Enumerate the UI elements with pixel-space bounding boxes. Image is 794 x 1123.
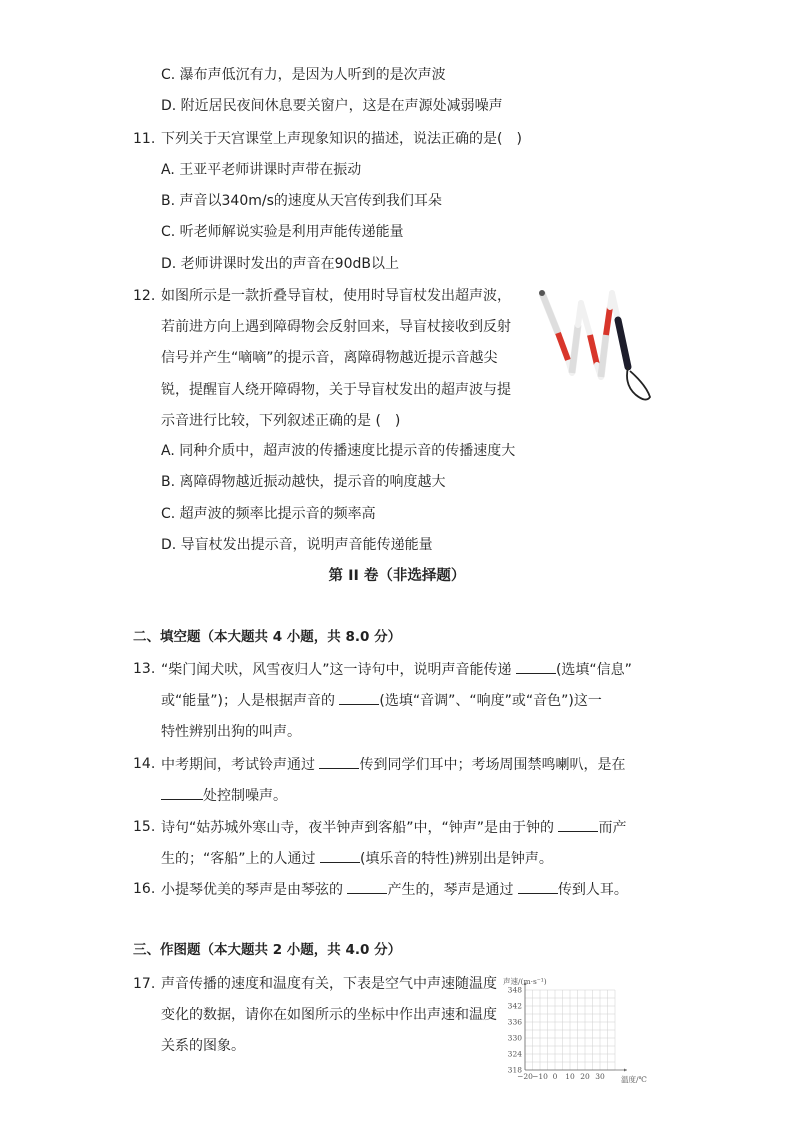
q12-number: 12. <box>133 288 156 304</box>
y-tick-label: 330 <box>507 1033 522 1043</box>
y-axis-label: 声速/(m·s⁻¹) <box>503 977 547 986</box>
q16-text: 产生的，琴声是通过 <box>387 882 518 898</box>
x-tick-label: 0 <box>552 1072 558 1081</box>
q15-text: 诗句“姑苏城外寒山寺，夜半钟声到客船”中，“钟声”是由于钟的 <box>161 820 559 836</box>
q15-line-1 <box>161 817 626 838</box>
q12-stem: 如图所示是一款折叠导盲杖，使用时导盲杖发出超声波，若前进方向上遇到障碍物会反射回来，导盲杖接收到反射信号并产生“嘀嘀”的提示音，离障碍物越近提示音越尖锐，提醒盲人绕开障碍物，关于导盲杖发出的超声波与提示音进行比较，下列叙述正确的是 ( ) <box>161 288 511 429</box>
x-axis-label: 温度/℃ <box>621 1075 647 1084</box>
q11-option-c: C. 听老师解说实验是利用声能传递能量 <box>161 224 404 240</box>
folding-cane-figure <box>532 285 656 410</box>
q17-line-2: 变化的数据，请你在如图所示的坐标中作出声速和温度 <box>161 1007 497 1023</box>
q15-number: 15. <box>133 819 156 835</box>
q14-text: 处控制噪声。 <box>203 788 287 804</box>
y-tick-label: 318 <box>507 1065 522 1075</box>
q12-option-a: A. 同种介质中，超声波的传播速度比提示音的传播速度大 <box>161 443 516 459</box>
q13-line-3: 特性辨别出狗的叫声。 <box>161 724 301 740</box>
q10-option-c: C. 瀑布声低沉有力，是因为人听到的是次声波 <box>161 67 446 83</box>
q17-number: 17. <box>133 976 156 992</box>
q15-line-2 <box>161 848 553 869</box>
q15-text: (填乐音的特性)辨别出是钟声。 <box>359 851 553 867</box>
x-axis-arrow <box>624 1069 627 1072</box>
q14-line-1 <box>161 754 625 775</box>
q12-option-d: D. 导盲杖发出提示音，说明声音能传递能量 <box>161 537 433 553</box>
q14-text: 传到同学们耳中；考场周围禁鸣喇叭，是在 <box>359 757 626 773</box>
x-tick-label: −10 <box>532 1072 548 1081</box>
x-tick-label: 30 <box>595 1072 605 1081</box>
q17-line-3: 关系的图象。 <box>161 1038 245 1054</box>
answer-blank[interactable] <box>518 879 558 894</box>
q13-line-1 <box>161 659 632 680</box>
answer-blank[interactable] <box>347 879 387 894</box>
q13-text: (选填“音调”、“响度”或“音色”)这一 <box>379 693 602 709</box>
q16-line-1 <box>161 879 628 900</box>
section-three-heading: 三、作图题（本大题共 2 小题，共 4.0 分） <box>133 942 402 958</box>
q11-option-d: D. 老师讲课时发出的声音在90dB以上 <box>161 256 399 272</box>
q13-text: “柴门闻犬吠，风雪夜归人”这一诗句中，说明声音能传递 <box>161 662 516 678</box>
answer-blank[interactable] <box>516 659 556 674</box>
q17-line-1: 声音传播的速度和温度有关，下表是空气中声速随温度 <box>161 976 497 992</box>
cane-handle <box>618 320 628 367</box>
q14-text: 中考期间，考试铃声通过 <box>161 757 320 773</box>
y-tick-label: 336 <box>507 1017 522 1027</box>
q15-text: 生的；“客船”上的人通过 <box>161 851 320 867</box>
cane-strap <box>627 367 650 400</box>
answer-blank[interactable] <box>339 690 379 705</box>
x-tick-label: 20 <box>580 1072 590 1081</box>
q10-option-d: D. 附近居民夜间休息要关窗户，这是在声源处减弱噪声 <box>161 98 503 114</box>
q11-number: 11. <box>133 131 156 147</box>
q14-line-2 <box>161 785 287 806</box>
q14-number: 14. <box>133 756 156 772</box>
q13-text: 或“能量”)；人是根据声音的 <box>161 693 340 709</box>
section-two-heading: 二、填空题（本大题共 4 小题，共 8.0 分） <box>133 629 402 645</box>
answer-blank[interactable] <box>161 785 203 800</box>
speed-temperature-chart[interactable] <box>497 972 667 1084</box>
cane-red-segment <box>558 333 568 360</box>
q16-number: 16. <box>133 881 156 897</box>
q15-text: 而产 <box>598 820 627 836</box>
q12-option-c: C. 超声波的频率比提示音的频率高 <box>161 506 376 522</box>
q11-option-a: A. 王亚平老师讲课时声带在振动 <box>161 162 362 178</box>
q16-text: 小提琴优美的琴声是由琴弦的 <box>161 882 348 898</box>
answer-blank[interactable] <box>558 817 598 832</box>
part-two-title: 第 II 卷（非选择题） <box>328 568 466 584</box>
q13-line-2 <box>161 690 602 711</box>
y-tick-label: 348 <box>507 985 522 995</box>
q13-number: 13. <box>133 661 156 677</box>
answer-blank[interactable] <box>320 848 360 863</box>
q12-option-b: B. 离障碍物越近振动越快，提示音的响度越大 <box>161 474 446 490</box>
q11-stem: 下列关于天宫课堂上声现象知识的描述，说法正确的是( ) <box>161 131 522 147</box>
x-tick-label: 10 <box>565 1072 575 1081</box>
answer-blank[interactable] <box>319 754 359 769</box>
q11-option-b: B. 声音以340m/s的速度从天宫传到我们耳朵 <box>161 193 442 209</box>
y-tick-label: 342 <box>507 1001 522 1011</box>
x-tick-label: −20 <box>517 1072 533 1081</box>
q13-text: (选填“信息” <box>555 662 632 678</box>
y-tick-label: 324 <box>507 1049 522 1059</box>
q16-text: 传到人耳。 <box>557 882 628 898</box>
